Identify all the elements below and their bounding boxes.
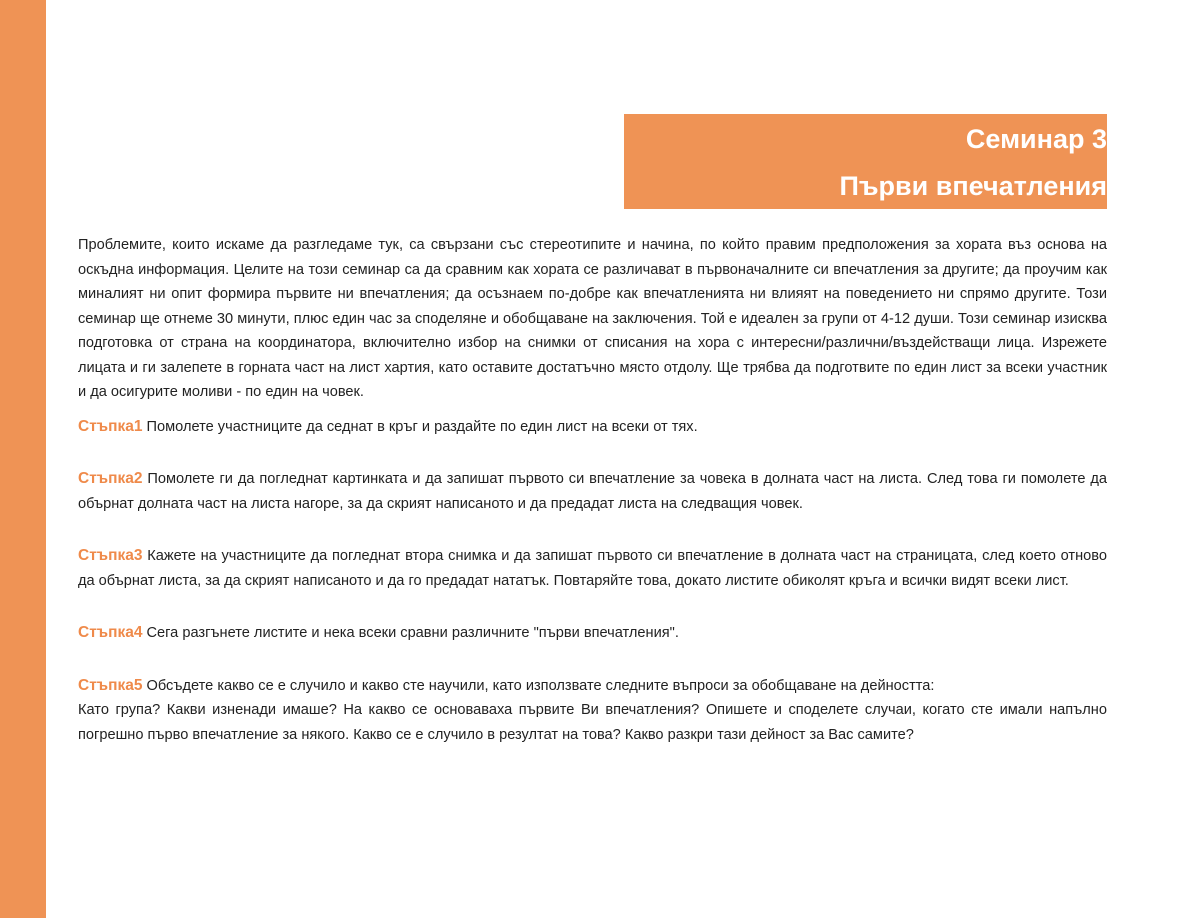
document-body — [78, 233, 1107, 747]
step-3 — [78, 544, 1107, 593]
step-5-questions: Като група? Какви изненади имаше? На какво се основаваха първите Ви впечатления? Опишете и споделете случаи, когато сте имали напълно погрешно първо впечатление за някого. Какво се е случило в резултат на това? Какво разкри тази дейност за Вас самите? — [78, 702, 1107, 743]
step-label: Стъпка2 — [78, 470, 143, 487]
step-label: Стъпка3 — [78, 547, 143, 564]
step-2 — [78, 467, 1107, 516]
step-1 — [78, 415, 1107, 440]
step-text: Сега разгънете листите и нека всеки сравни различните "първи впечатления". — [146, 625, 679, 641]
step-5 — [78, 674, 1107, 699]
step-text: Обсъдете какво се е случило и какво сте научили, като използвате следните въпроси за обобщаване на дейността: — [146, 677, 935, 694]
step-text: Кажете на участниците да погледнат втора снимка и да запишат първото си впечатление в долната част на страницата, след което отново да обърнат листа, за да скрият написаното и да го предадат нататък. Повтаряйте това, докато листите обиколят кръга и всички видят всеки лист. — [78, 548, 1107, 589]
step-4 — [78, 621, 1107, 646]
step-text: Помолете ги да погледнат картинката и да запишат първото си впечатление за човека в долната част на листа. След това ги помолете да обърнат долната част на листа нагоре, за да скрият написаното и да предадат листа на следващия човек. — [78, 471, 1107, 512]
intro-paragraph: Проблемите, които искаме да разгледаме тук, са свързани със стереотипите и начина, по който правим предположения за хората въз основа на оскъдна информация. Целите на този семинар са да сравним как хората се различават в първоначалните си впечатления за другите; да проучим как миналият ни опит формира първите ни впечатления; да осъзнаем по-добре как впечатленията ни влияят на поведението ни спрямо другите. Този семинар ще отнеме 30 минути, плюс един час за споделяне и обобщаване на заключения. Той е идеален за групи от 4-12 души. Този семинар изисква подготовка от страна на координатора, включително избор на снимки от списания на хора с интересни/различни/въздействащи лица. Изрежете лицата и ги залепете в горната част на лист хартия, като оставите достатъчно място отдолу. Ще трябва да подготвите по един лист за всеки участник и да осигурите моливи - по един на човек. — [78, 237, 1107, 400]
seminar-number: Семинар 3 — [965, 124, 1107, 154]
side-accent-bar — [0, 0, 46, 918]
seminar-title: Първи впечатления — [839, 171, 1107, 201]
step-text: Помолете участниците да седнат в кръг и раздайте по един лист на всеки от тях. — [146, 418, 698, 435]
step-label: Стъпка1 — [78, 417, 143, 435]
step-label: Стъпка4 — [78, 624, 143, 641]
title-banner — [624, 114, 1107, 209]
step-label: Стъпка5 — [78, 676, 143, 694]
